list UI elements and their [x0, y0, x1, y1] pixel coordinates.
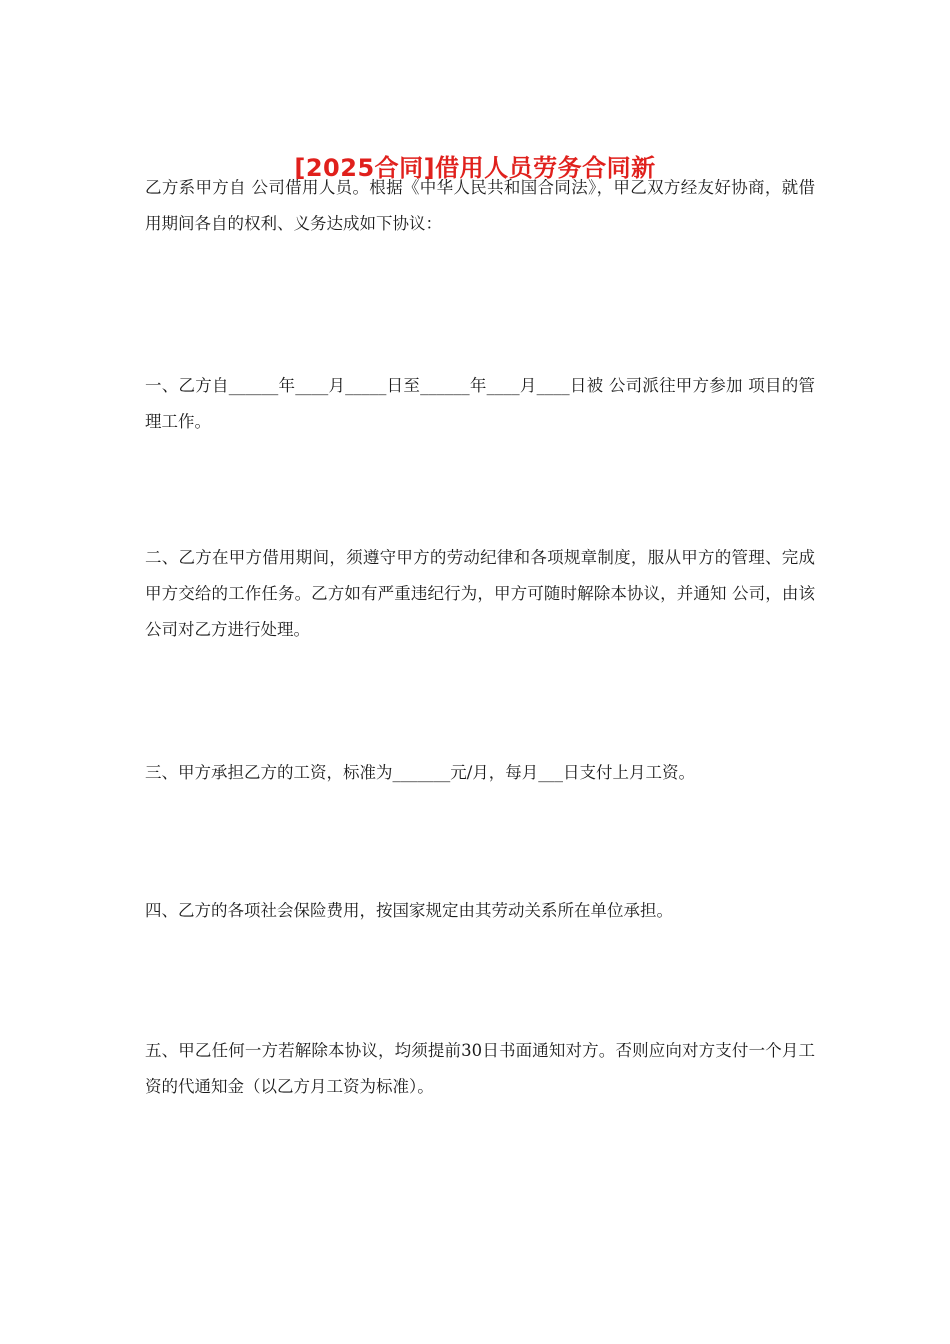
- clause-4-paragraph: 四、乙方的各项社会保险费用，按国家规定由其劳动关系所在单位承担。: [145, 901, 673, 920]
- clause-3-paragraph: 三、甲方承担乙方的工资，标准为_______元/月，每月___日支付上月工资。: [145, 763, 696, 782]
- document-title: [2025合同]借用人员劳务合同新: [294, 154, 656, 182]
- intro-paragraph: 乙方系甲方自 公司借用人员。根据《中华人民共和国合同法》，甲乙双方经友好协商，就借用期间各自的权利、义务达成如下协议：: [145, 178, 815, 233]
- clause-2-paragraph: 二、乙方在甲方借用期间，须遵守甲方的劳动纪律和各项规章制度，服从甲方的管理、完成甲方交给的工作任务。乙方如有严重违纪行为，甲方可随时解除本协议，并通知 公司，由该公司对乙方进行处理。: [145, 548, 815, 639]
- clause-5-paragraph: 五、甲乙任何一方若解除本协议，均须提前30日书面通知对方。否则应向对方支付一个月工资的代通知金（以乙方月工资为标准）。: [145, 1041, 815, 1096]
- clause-1-paragraph: 一、乙方自______年____月_____日至______年____月____日被 公司派往甲方参加 项目的管理工作。: [145, 376, 815, 431]
